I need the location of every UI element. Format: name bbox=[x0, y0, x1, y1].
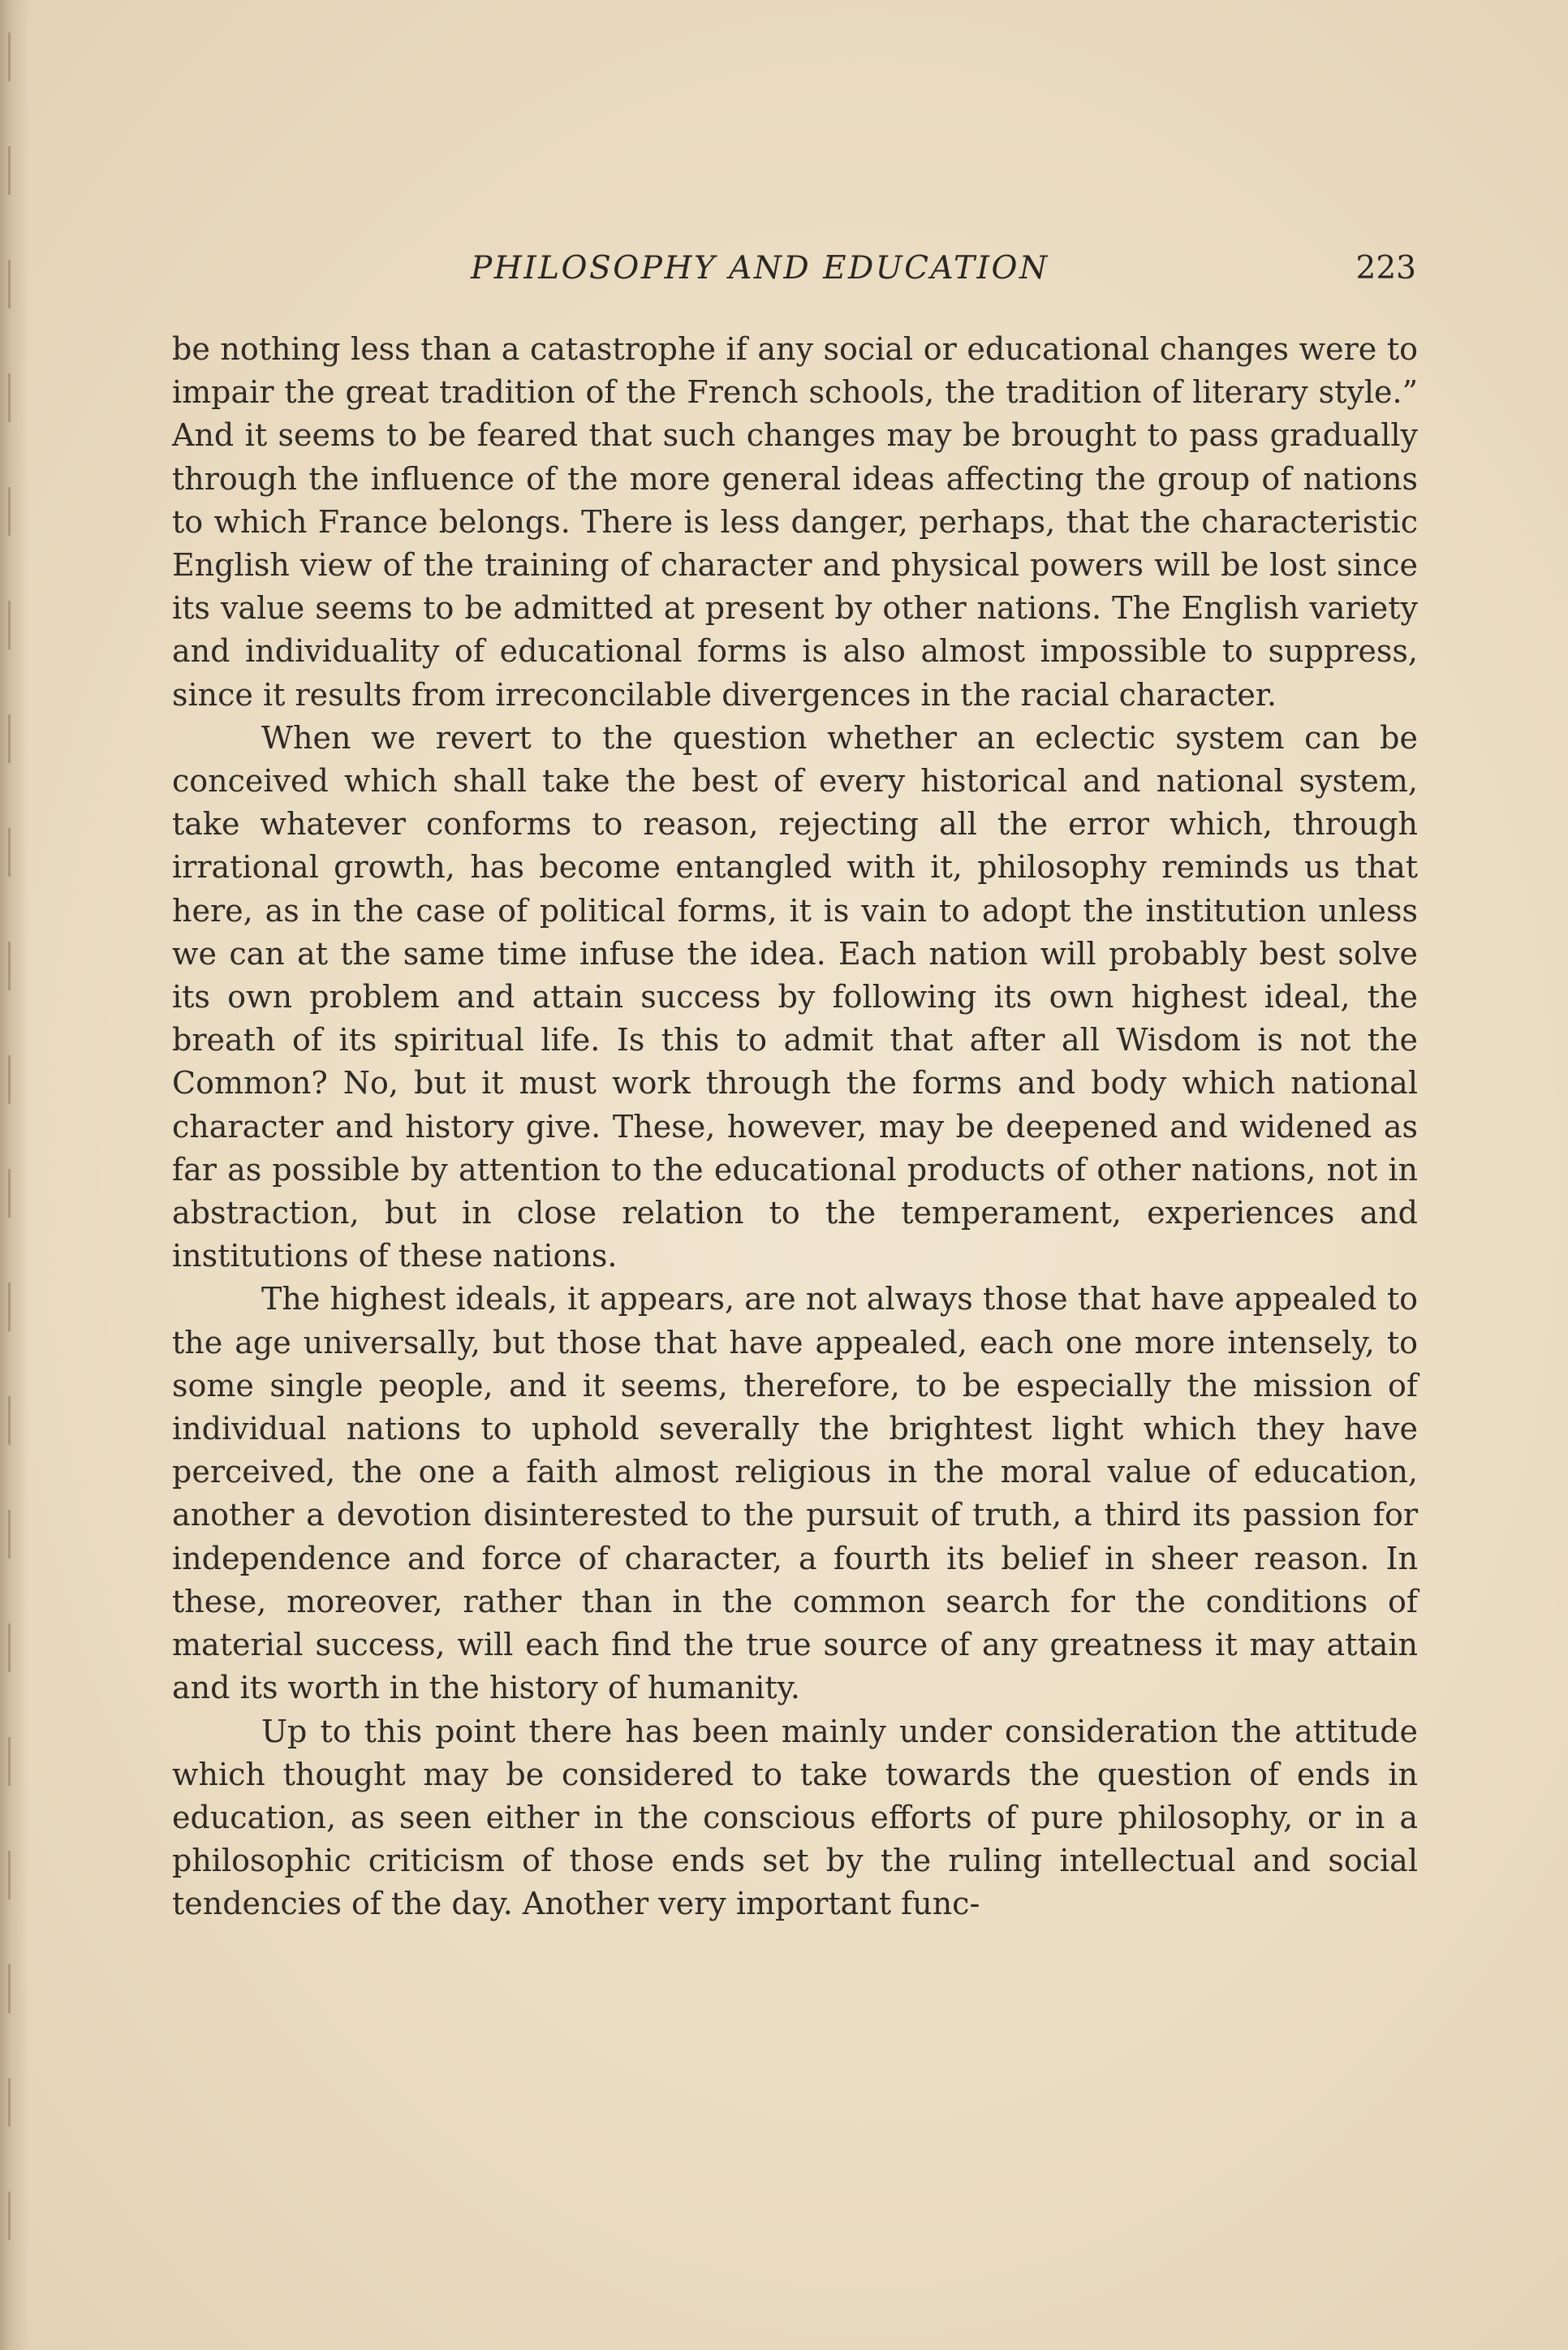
binding-gutter-mark bbox=[8, 32, 11, 2305]
running-title: PHILOSOPHY AND EDUCATION bbox=[471, 250, 1049, 287]
paragraph-eclectic-system: When we revert to the question whether an eclectic system can be conceived which shall take the best of every historical and national system, take whatever conforms to reason, rejecting all the error which, through irrational growth, has become entangled with it, philosophy reminds us that here, as in the case of political forms, it is vain to adopt the institution unless we can at the same time infuse the idea. Each nation will probably best solve its own problem and attain success by following its own highest ideal, the breath of its spiritual life. Is this to admit that after all Wisdom is not the Common? No, but it must work through the forms and body which national character and history give. These, however, may be deepened and widened as far as possible by attention to the educational products of other nations, not in abstraction, but in close relation to the temperament, experiences and institutions of these nations. bbox=[172, 719, 1418, 1274]
page-number: 223 bbox=[1355, 250, 1416, 287]
binding-gutter-shadow bbox=[0, 0, 29, 2350]
body-text bbox=[172, 328, 1418, 1926]
running-head bbox=[170, 250, 1416, 295]
paragraph-continued: be nothing less than a catastrophe if any social or educational changes were to impair the great tradition of the French schools, the tradition of literary style.” And it seems to be feared that such changes may be brought to pass gradually through the influence of the more general ideas affecting the group of nations to which France belongs. There is less danger, perhaps, that the characteristic English view of the training of character and physical powers will be lost since its value seems to be admitted at present by other nations. The English variety and individuality of educational forms is also almost impossible to suppress, since it results from irreconcilable divergences in the racial character. bbox=[172, 331, 1418, 713]
paragraph-highest-ideals: The highest ideals, it appears, are not always those that have appealed to the age universally, but those that have appealed, each one more intensely, to some single people, and it seems, therefore, to be especially the mission of individual nations to uphold severally the brightest light which they have perceived, the one a faith almost religious in the moral value of education, another a devotion disinterested to the pursuit of truth, a third its passion for independence and force of character, a fourth its belief in sheer reason. In these, moreover, rather than in the common search for the conditions of material success, will each find the true source of any greatness it may attain and its worth in the history of humanity. bbox=[172, 1281, 1418, 1706]
paragraph-attitude-of-thought: Up to this point there has been mainly under consideration the attitude which thought may be considered to take towards the question of ends in education, as seen either in the conscious efforts of pure philosophy, or in a philosophic criticism of those ends set by the ruling intellectual and social tendencies of the day. Another very important func- bbox=[172, 1713, 1418, 1922]
